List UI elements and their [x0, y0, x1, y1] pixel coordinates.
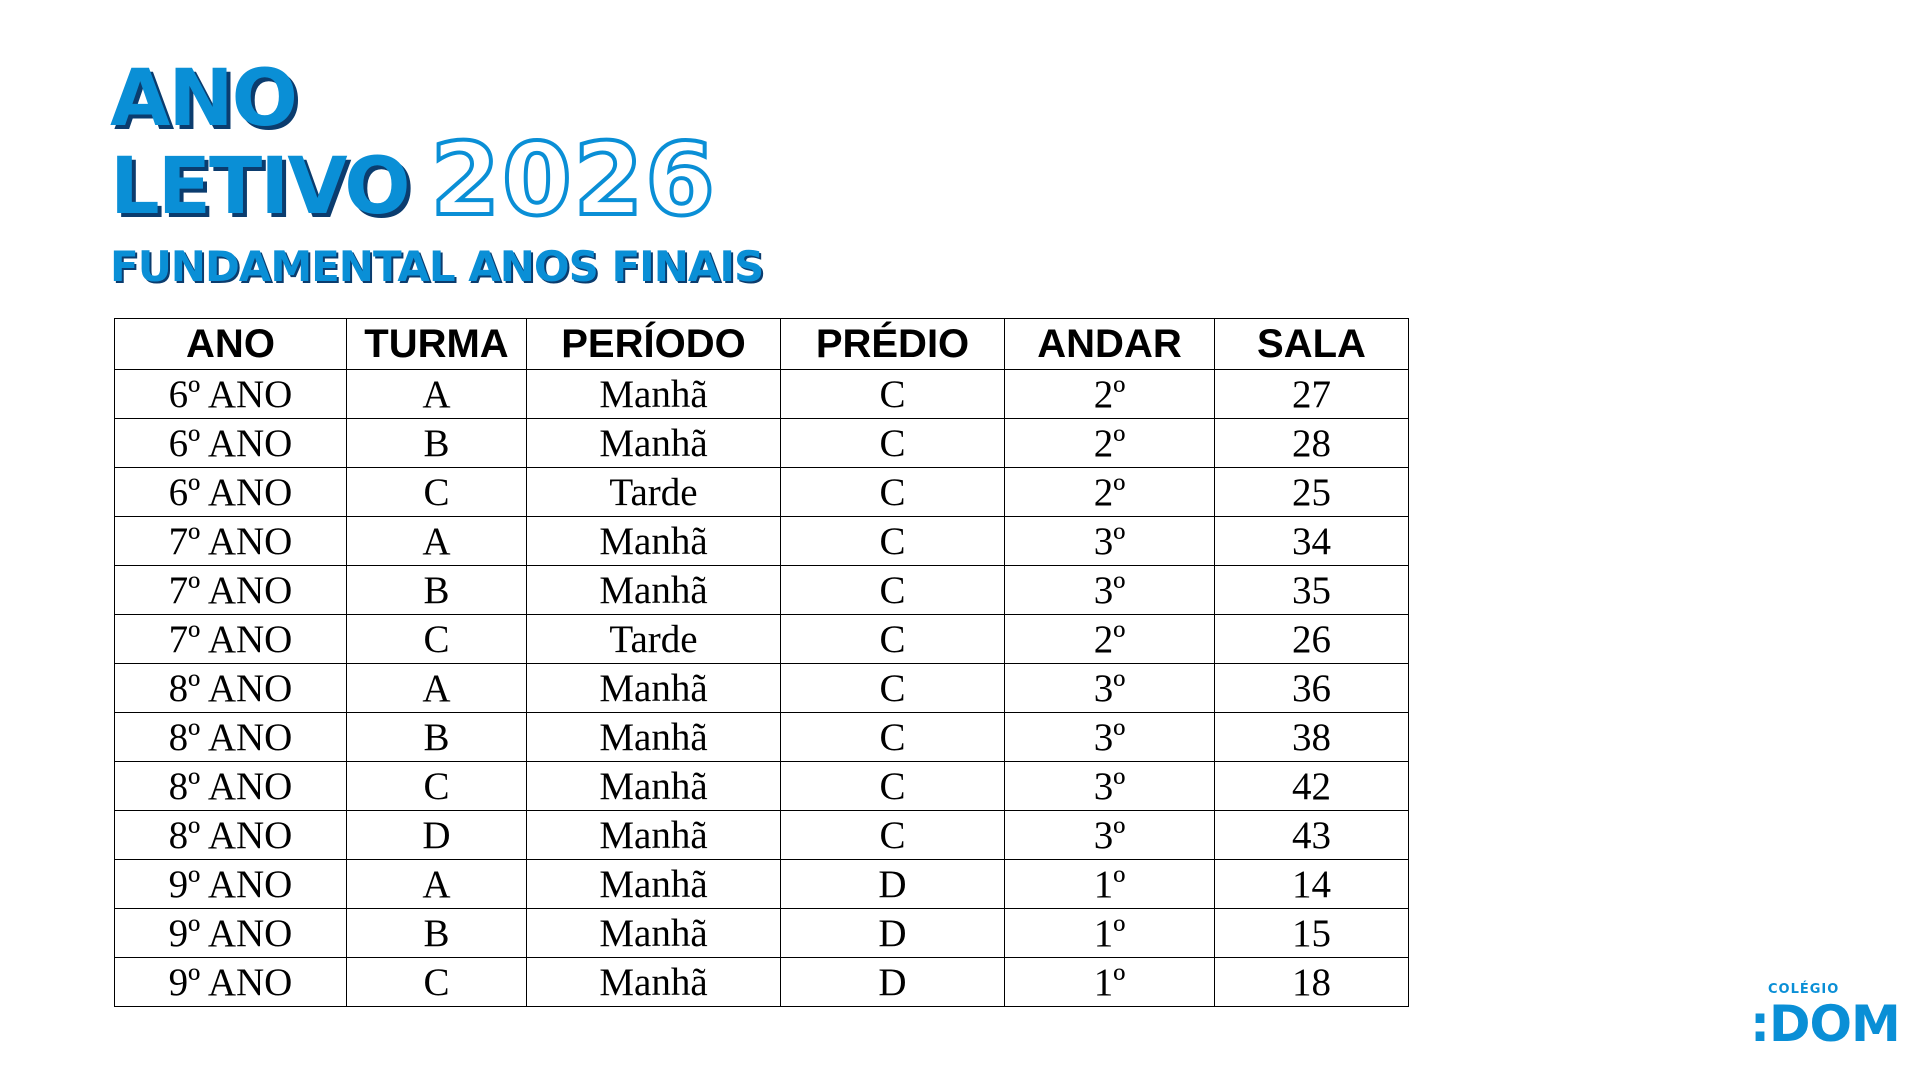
page-headline [110, 54, 717, 238]
cell-andar: 3º [1005, 664, 1215, 713]
cell-periodo: Manhã [527, 860, 781, 909]
cell-sala: 36 [1215, 664, 1409, 713]
cell-predio: D [781, 909, 1005, 958]
cell-turma: A [347, 860, 527, 909]
cell-predio: C [781, 811, 1005, 860]
table-row [115, 370, 1409, 419]
cell-turma: C [347, 762, 527, 811]
cell-ano: 8º ANO [115, 762, 347, 811]
table-row [115, 664, 1409, 713]
cell-andar: 3º [1005, 811, 1215, 860]
cell-sala: 42 [1215, 762, 1409, 811]
cell-periodo: Manhã [527, 419, 781, 468]
cell-predio: C [781, 615, 1005, 664]
cell-andar: 3º [1005, 762, 1215, 811]
table-row [115, 468, 1409, 517]
cell-predio: C [781, 517, 1005, 566]
headline-row-2 [110, 121, 717, 238]
table-row [115, 909, 1409, 958]
table-row [115, 517, 1409, 566]
cell-periodo: Tarde [527, 468, 781, 517]
cell-periodo: Manhã [527, 762, 781, 811]
cell-turma: C [347, 468, 527, 517]
colegio-dom-logo [1750, 982, 1910, 1053]
cell-ano: 6º ANO [115, 468, 347, 517]
cell-ano: 7º ANO [115, 517, 347, 566]
cell-predio: D [781, 860, 1005, 909]
cell-turma: A [347, 664, 527, 713]
column-header-andar: ANDAR [1005, 319, 1215, 370]
cell-predio: C [781, 566, 1005, 615]
cell-sala: 18 [1215, 958, 1409, 1007]
cell-andar: 2º [1005, 468, 1215, 517]
table-row [115, 713, 1409, 762]
cell-periodo: Manhã [527, 566, 781, 615]
table-row [115, 419, 1409, 468]
logo-small-text: COLÉGIO [1768, 982, 1840, 997]
table-row [115, 762, 1409, 811]
table-row [115, 566, 1409, 615]
cell-turma: B [347, 419, 527, 468]
column-header-sala: SALA [1215, 319, 1409, 370]
cell-sala: 14 [1215, 860, 1409, 909]
cell-ano: 7º ANO [115, 615, 347, 664]
cell-periodo: Manhã [527, 713, 781, 762]
cell-predio: D [781, 958, 1005, 1007]
table-body [115, 370, 1409, 1007]
cell-periodo: Tarde [527, 615, 781, 664]
cell-sala: 15 [1215, 909, 1409, 958]
cell-andar: 2º [1005, 419, 1215, 468]
column-header-turma: TURMA [347, 319, 527, 370]
cell-andar: 1º [1005, 958, 1215, 1007]
cell-ano: 9º ANO [115, 909, 347, 958]
cell-periodo: Manhã [527, 370, 781, 419]
column-header-periodo: PERÍODO [527, 319, 781, 370]
cell-andar: 1º [1005, 909, 1215, 958]
cell-ano: 9º ANO [115, 958, 347, 1007]
cell-turma: C [347, 615, 527, 664]
cell-predio: C [781, 664, 1005, 713]
cell-turma: B [347, 713, 527, 762]
page-subtitle: FUNDAMENTAL ANOS FINAIS [110, 242, 764, 291]
cell-predio: C [781, 370, 1005, 419]
table-row [115, 811, 1409, 860]
cell-sala: 26 [1215, 615, 1409, 664]
cell-andar: 3º [1005, 713, 1215, 762]
cell-turma: A [347, 517, 527, 566]
cell-turma: A [347, 370, 527, 419]
cell-turma: B [347, 566, 527, 615]
table-row [115, 615, 1409, 664]
table-row [115, 860, 1409, 909]
cell-sala: 43 [1215, 811, 1409, 860]
cell-ano: 8º ANO [115, 664, 347, 713]
headline-line-1: ANO [110, 54, 296, 144]
cell-andar: 3º [1005, 566, 1215, 615]
table-row [115, 958, 1409, 1007]
cell-andar: 2º [1005, 370, 1215, 419]
cell-ano: 6º ANO [115, 370, 347, 419]
cell-predio: C [781, 713, 1005, 762]
cell-ano: 8º ANO [115, 811, 347, 860]
cell-turma: B [347, 909, 527, 958]
column-header-predio: PRÉDIO [781, 319, 1005, 370]
cell-ano: 6º ANO [115, 419, 347, 468]
cell-periodo: Manhã [527, 664, 781, 713]
column-header-ano: ANO [115, 319, 347, 370]
cell-periodo: Manhã [527, 811, 781, 860]
cell-periodo: Manhã [527, 958, 781, 1007]
cell-sala: 28 [1215, 419, 1409, 468]
cell-ano: 7º ANO [115, 566, 347, 615]
cell-sala: 25 [1215, 468, 1409, 517]
cell-predio: C [781, 468, 1005, 517]
cell-predio: C [781, 419, 1005, 468]
cell-sala: 38 [1215, 713, 1409, 762]
headline-year: 2026 [430, 121, 717, 238]
cell-periodo: Manhã [527, 909, 781, 958]
cell-turma: C [347, 958, 527, 1007]
cell-predio: C [781, 762, 1005, 811]
class-schedule-table [114, 318, 1409, 1007]
cell-turma: D [347, 811, 527, 860]
cell-sala: 34 [1215, 517, 1409, 566]
headline-line-2: LETIVO [110, 142, 409, 232]
table-header-row [115, 319, 1409, 370]
cell-ano: 8º ANO [115, 713, 347, 762]
cell-periodo: Manhã [527, 517, 781, 566]
logo-big-text: :DOM [1750, 995, 1900, 1053]
cell-andar: 2º [1005, 615, 1215, 664]
cell-andar: 1º [1005, 860, 1215, 909]
cell-andar: 3º [1005, 517, 1215, 566]
cell-ano: 9º ANO [115, 860, 347, 909]
cell-sala: 27 [1215, 370, 1409, 419]
cell-sala: 35 [1215, 566, 1409, 615]
